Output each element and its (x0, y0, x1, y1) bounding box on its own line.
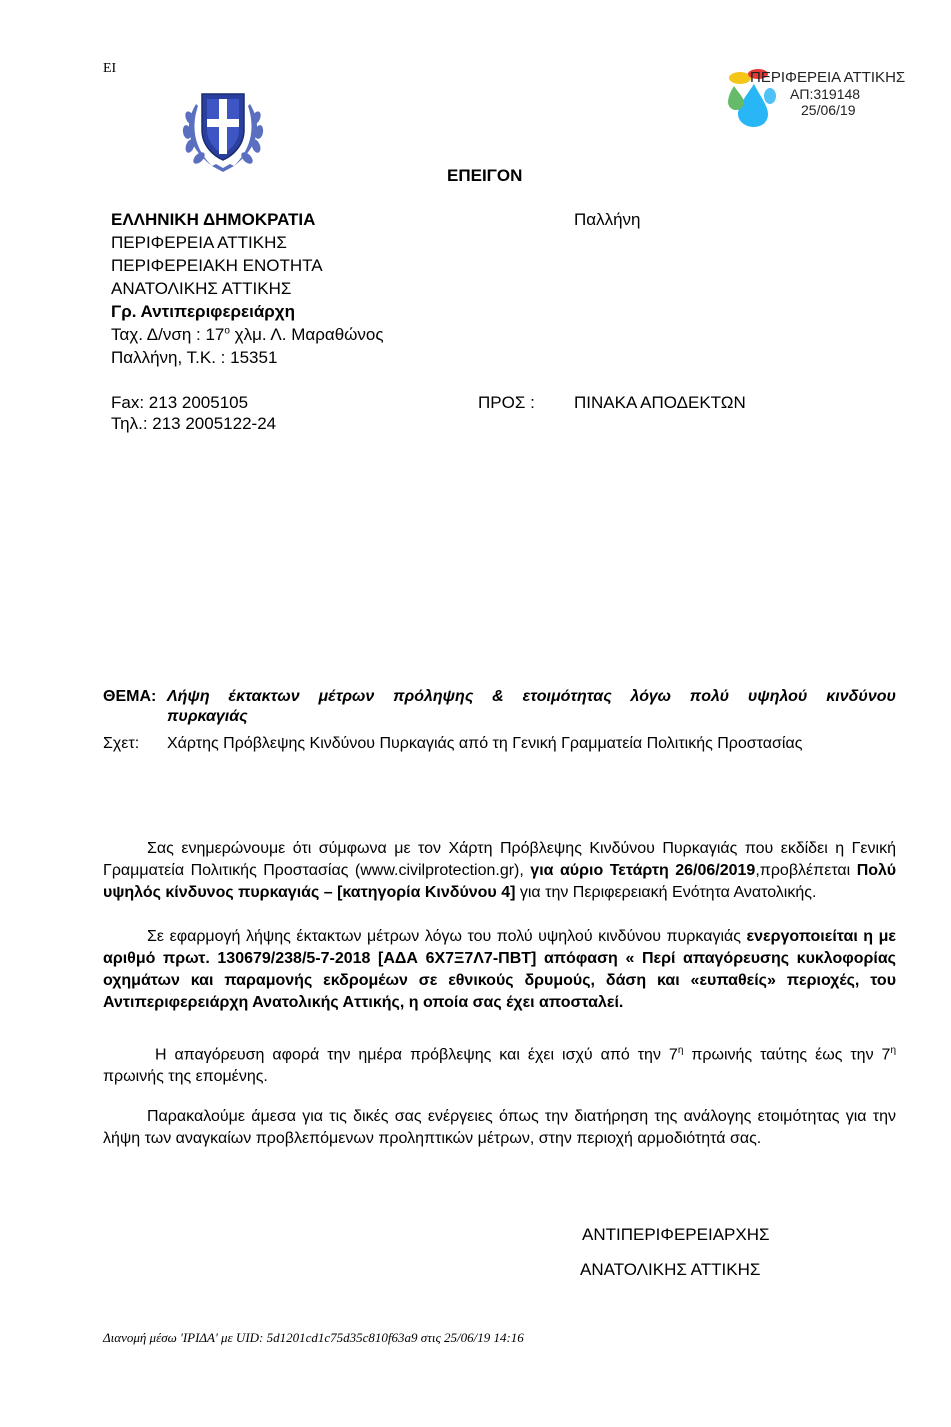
subject-line-2: πυρκαγιάς (167, 708, 248, 725)
sender-tel: Τηλ.: 213 2005122-24 (111, 414, 277, 433)
sender-office: Γρ. Αντιπεριφερειάρχη (111, 302, 295, 321)
p1-part-b: για αύριο Τετάρτη 26/06/2019 (530, 862, 756, 879)
document-marker: ΕΙ (103, 61, 117, 76)
body-paragraph-3 (103, 1040, 896, 1088)
reference-label: Σχετ: (103, 735, 140, 752)
place-name: Παλλήνη (574, 210, 641, 229)
distribution-footer: Διανομή μέσω 'ΙΡΙΔΑ' με UID: 5d1201cd1c75d35c810f63a9 στις 25/06/19 14:16 (103, 1330, 524, 1345)
body-paragraph-2 (103, 926, 896, 1014)
stamp-date: 25/06/19 (801, 102, 856, 118)
sender-fax: Fax: 213 2005105 (111, 393, 249, 412)
p3-sup-1: η (677, 1045, 684, 1056)
signature-title: ΑΝΤΙΠΕΡΙΦΕΡΕΙΑΡΧΗΣ (582, 1225, 770, 1244)
p3-part-b: πρωινής ταύτης έως την 7 (683, 1046, 891, 1064)
p1-part-c: ,προβλέπεται (755, 862, 857, 879)
reference-text: Χάρτης Πρόβλεψης Κινδύνου Πυρκαγιάς από τη Γενική Γραμματεία Πολιτικής Προστασίας (167, 735, 803, 752)
p3-part-a: Η απαγόρευση αφορά την ημέρα πρόβλεψης και έχει ισχύ από την 7 (147, 1046, 678, 1064)
p2-part-b: ενεργοποιείται η με αριθμό πρωτ. 130679/238/5-7-2018 [ΑΔΑ 6Χ7Ξ7Λ7-ΠΒΤ] απόφαση « Περί απαγόρευσης κυκλοφορίας οχημάτων και παραμονής εκδρομέων σε εθνικούς δρυμούς, δάση και «ευπαθείς» περιοχές, του Αντιπεριφερειάρχη Ανατολικής Αττικής, η οποία σας έχει αποσταλεί. (103, 928, 896, 1011)
sender-address-post: χλμ. Λ. Μαραθώνος (229, 325, 384, 344)
sender-line-4: ΑΝΑΤΟΛΙΚΗΣ ΑΤΤΙΚΗΣ (111, 279, 292, 298)
p4-text: Παρακαλούμε άμεσα για τις δικές σας ενέργειες όπως την διατήρηση της ανάλογης ετοιμότητας για την λήψη των αναγκαίων προβλεπόμενων προληπτικών μέτρων, στην περιοχή αρμοδιότητά σας. (103, 1108, 896, 1147)
sender-address-sup: ο (224, 325, 230, 337)
p1-part-a: Σας ενημερώνουμε ότι σύμφωνα με τον Χάρτη Πρόβλεψης Κινδύνου Πυρκαγιάς που εκδίδει η Γενική Γραμματεία Πολιτικής Προστασίας (www.civilprotection.gr), (103, 840, 896, 879)
recipient-label: ΠΡΟΣ : (478, 393, 535, 412)
body-paragraph-4 (103, 1106, 896, 1150)
sender-address (111, 325, 384, 345)
p1-part-e: για την Περιφερειακή Ενότητα Ανατολικής. (515, 884, 817, 901)
body-paragraph-1 (103, 838, 896, 904)
stamp-protocol: ΑΠ:319148 (790, 86, 861, 102)
sender-city: Παλλήνη, Τ.Κ. : 15351 (111, 348, 278, 367)
p1-part-d: Πολύ υψηλός κίνδυνος πυρκαγιάς – [κατηγορία Κινδύνου 4] (103, 862, 896, 901)
stamp-org: ΠΕΡΙΦΕΡΕΙΑ ΑΤΤΙΚΗΣ (750, 69, 906, 86)
sender-line-1: ΕΛΛΗΝΙΚΗ ΔΗΜΟΚΡΑΤΙΑ (111, 210, 316, 229)
sender-line-2: ΠΕΡΙΦΕΡΕΙΑ ΑΤΤΙΚΗΣ (111, 233, 287, 252)
coat-of-arms-emblem (176, 84, 270, 176)
sender-line-3: ΠΕΡΙΦΕΡΕΙΑΚΗ ΕΝΟΤΗΤΑ (111, 256, 323, 275)
subject-line-1: Λήψη έκτακτων μέτρων πρόληψης & ετοιμότητας λόγω πολύ υψηλού κινδύνου (167, 688, 896, 705)
registry-stamp (724, 64, 924, 130)
subject-label: ΘΕΜΑ: (103, 688, 157, 705)
recipient-value: ΠΙΝΑΚΑ ΑΠΟΔΕΚΤΩΝ (574, 393, 746, 412)
p3-sup-2: η (890, 1045, 896, 1056)
p2-part-a: Σε εφαρμογή λήψης έκτακτων μέτρων λόγω του πολύ υψηλού κινδύνου πυρκαγιάς (147, 928, 747, 945)
urgent-label: ΕΠΕΙΓΟΝ (447, 166, 523, 185)
signature-region: ΑΝΑΤΟΛΙΚΗΣ ΑΤΤΙΚΗΣ (580, 1260, 761, 1279)
p3-part-c: πρωινής της επομένης. (103, 1068, 268, 1086)
sender-address-pre: Ταχ. Δ/νση : 17 (111, 325, 225, 344)
